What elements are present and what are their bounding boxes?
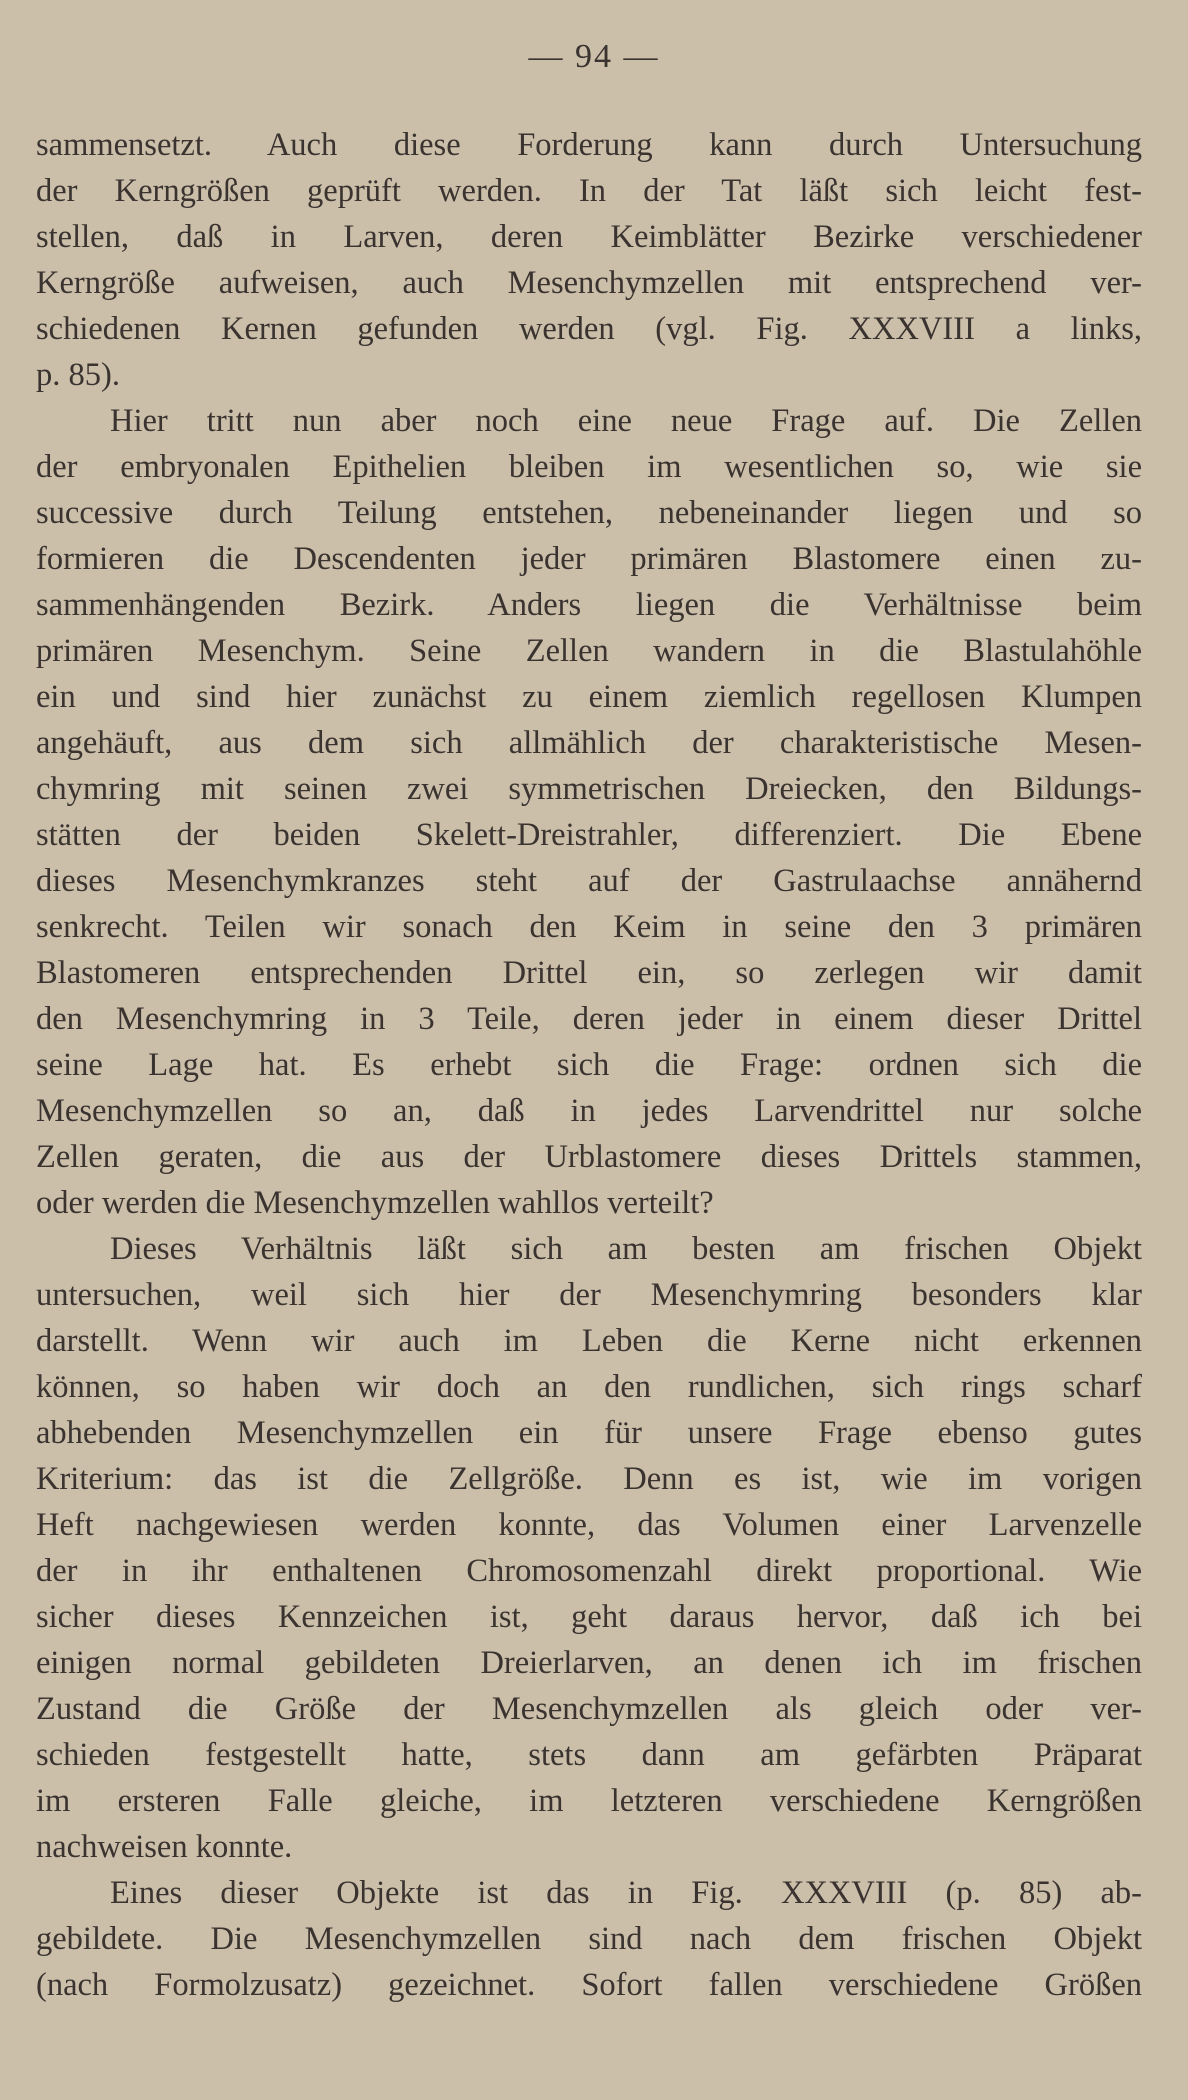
text-line: der embryonalen Epithelien bleiben im wesentlichen so, wie sie <box>36 449 1142 485</box>
text-line: Heft nachgewiesen werden konnte, das Volumen einer Larvenzelle <box>36 1507 1142 1543</box>
text-line: Zustand die Größe der Mesenchymzellen als gleich oder ver- <box>36 1691 1142 1727</box>
text-line: Mesenchymzellen so an, daß in jedes Larvendrittel nur solche <box>36 1093 1142 1129</box>
text-line: können, so haben wir doch an den rundlichen, sich rings scharf <box>36 1369 1142 1405</box>
text-line: sammensetzt. Auch diese Forderung kann durch Untersuchung <box>36 127 1142 163</box>
text-line: schiedenen Kernen gefunden werden (vgl. Fig. XXXVIII a links, <box>36 311 1142 347</box>
text-line: ein und sind hier zunächst zu einem ziemlich regellosen Klumpen <box>36 679 1142 715</box>
body-text <box>36 122 1142 2008</box>
text-line: formieren die Descendenten jeder primären Blastomere einen zu- <box>36 541 1142 577</box>
text-line: p. 85). <box>36 357 120 393</box>
text-line: Eines dieser Objekte ist das in Fig. XXXVIII (p. 85) ab- <box>110 1875 1142 1911</box>
text-line: Blastomeren entsprechenden Drittel ein, so zerlegen wir damit <box>36 955 1142 991</box>
text-line: gebildete. Die Mesenchymzellen sind nach dem frischen Objekt <box>36 1921 1142 1957</box>
text-line: Kriterium: das ist die Zellgröße. Denn es ist, wie im vorigen <box>36 1461 1142 1497</box>
text-line: (nach Formolzusatz) gezeichnet. Sofort fallen verschiedene Größen <box>36 1967 1142 2003</box>
text-line: untersuchen, weil sich hier der Mesenchymring besonders klar <box>36 1277 1142 1313</box>
text-line: primären Mesenchym. Seine Zellen wandern in die Blastulahöhle <box>36 633 1142 669</box>
text-line: stellen, daß in Larven, deren Keimblätter Bezirke verschiedener <box>36 219 1142 255</box>
text-line: sicher dieses Kennzeichen ist, geht daraus hervor, daß ich bei <box>36 1599 1142 1635</box>
text-line: nachweisen konnte. <box>36 1829 293 1865</box>
text-line: der in ihr enthaltenen Chromosomenzahl direkt proportional. Wie <box>36 1553 1142 1589</box>
text-line: Zellen geraten, die aus der Urblastomere dieses Drittels stammen, <box>36 1139 1142 1175</box>
text-line: sammenhängenden Bezirk. Anders liegen die Verhältnisse beim <box>36 587 1142 623</box>
text-line: stätten der beiden Skelett-Dreistrahler, differenziert. Die Ebene <box>36 817 1142 853</box>
text-line: der Kerngrößen geprüft werden. In der Tat läßt sich leicht fest- <box>36 173 1142 209</box>
text-line: im ersteren Falle gleiche, im letzteren verschiedene Kerngrößen <box>36 1783 1142 1819</box>
text-line: seine Lage hat. Es erhebt sich die Frage: ordnen sich die <box>36 1047 1142 1083</box>
text-line: senkrecht. Teilen wir sonach den Keim in seine den 3 primären <box>36 909 1142 945</box>
page-number: — 94 — <box>528 38 660 75</box>
text-line: angehäuft, aus dem sich allmählich der charakteristische Mesen- <box>36 725 1142 761</box>
text-line: Hier tritt nun aber noch eine neue Frage auf. Die Zellen <box>110 403 1142 439</box>
text-line: Dieses Verhältnis läßt sich am besten am frischen Objekt <box>110 1231 1142 1267</box>
text-line: oder werden die Mesenchymzellen wahllos verteilt? <box>36 1185 714 1221</box>
text-line: abhebenden Mesenchymzellen ein für unsere Frage ebenso gutes <box>36 1415 1142 1451</box>
text-line: chymring mit seinen zwei symmetrischen Dreiecken, den Bildungs- <box>36 771 1142 807</box>
text-line: den Mesenchymring in 3 Teile, deren jeder in einem dieser Drittel <box>36 1001 1142 1037</box>
text-line: successive durch Teilung entstehen, nebeneinander liegen und so <box>36 495 1142 531</box>
text-line: schieden festgestellt hatte, stets dann am gefärbten Präparat <box>36 1737 1142 1773</box>
text-line: einigen normal gebildeten Dreierlarven, an denen ich im frischen <box>36 1645 1142 1681</box>
text-line: Kerngröße aufweisen, auch Mesenchymzellen mit entsprechend ver- <box>36 265 1142 301</box>
text-line: darstellt. Wenn wir auch im Leben die Kerne nicht erkennen <box>36 1323 1142 1359</box>
text-line: dieses Mesenchymkranzes steht auf der Gastrulaachse annähernd <box>36 863 1142 899</box>
